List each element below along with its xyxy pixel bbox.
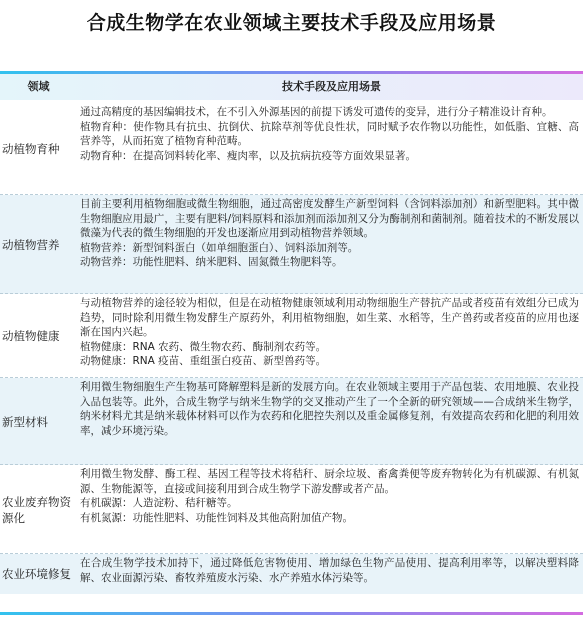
- content-line: 动物育种：在提高饲料转化率、瘦肉率，以及抗病抗疫等方面效果显著。: [80, 149, 416, 162]
- content-line: 利用微生物发酵、酶工程、基因工程等技术将秸秆、厨余垃圾、畜禽粪便等废弃物转化为有机碳源、有机氮源、生物能源等，直接或间接利用到合成生物学下游发酵或者产品。: [80, 468, 579, 495]
- table-header: [0, 74, 583, 100]
- table-row: [0, 465, 583, 554]
- footer-accent-bar: [0, 612, 583, 615]
- row-content: [80, 197, 579, 270]
- content-line: 动物营养：功能性肥料、纳米肥料、固氮微生物肥料等。: [80, 256, 343, 269]
- table-row: [0, 554, 583, 594]
- row-domain: 新型材料: [2, 414, 48, 429]
- content-line: 与动植物营养的途径较为相似，但是在动植物健康领域利用动物细胞生产替抗产品或者疫苗有效组分已成为趋势，同时除利用微生物发酵生产原药外，利用植物细胞，如生菜、水稻等，生产兽药或者疫苗的应用也逐渐在国内兴起。: [80, 297, 579, 339]
- content-line: 在合成生物学技术加持下，通过降低危害物使用、增加绿色生物产品使用、提高利用率等，以解决塑料降解、农业面源污染、畜牧养殖废水污染、水产养殖水体污染等。: [80, 557, 579, 584]
- row-domain: 动植物健康: [2, 329, 60, 343]
- content-line: 动物健康：RNA 疫苗、重组蛋白疫苗、新型兽药等。: [80, 355, 327, 368]
- content-line: 利用微生物细胞生产生物基可降解塑料是新的发展方向。在农业领域主要用于产品包装、农用地膜、农业投入品包装等。此外，合成生物学与纳米生物学的交叉推动产生了一个全新的研究领域——合成纳米生物学，纳米材料尤其是纳米载体材料可以作为农药和化肥控失剂以及重金属修复剂，有效提高农药和化肥的利用效率，减少环境污染。: [80, 381, 579, 437]
- content-line: 通过高精度的基因编辑技术，在不引入外源基因的前提下诱发可遗传的变异，进行分子精准设计育种。: [80, 106, 553, 118]
- row-domain: 动植物育种: [2, 142, 60, 156]
- table-row: [0, 195, 583, 294]
- content-line: 植物健康：RNA 农药、微生物农药、酶制剂农药等。: [80, 340, 327, 353]
- table-row: [0, 378, 583, 465]
- content-line: 目前主要利用植物细胞或微生物细胞，通过高密度发酵生产新型饲料（含饲料添加剂）和新型肥料。其中微生物细胞应用最广，主要有肥料/饲料原料和添加剂而添加剂又分为酶制剂和菌制剂。随着技术的不断发展以微藻为代表的微生物细胞的开发也逐渐应用到动植物营养领域。: [80, 198, 579, 240]
- table-row: [0, 294, 583, 378]
- table-row: [0, 103, 583, 195]
- header-techniques: 技术手段及应用场景: [282, 80, 381, 93]
- content-line: 植物育种：使作物具有抗虫、抗倒伏、抗除草剂等优良性状，同时赋予农作物以功能性，如低脂、宜糖、高营养等，从而拓宽了植物育种范畴。: [80, 120, 579, 148]
- row-domain: 农业环境修复: [2, 567, 71, 581]
- row-domain: 农业废弃物资源化: [2, 494, 71, 525]
- row-content: [80, 467, 579, 525]
- row-content: [80, 296, 579, 369]
- page-title: 合成生物学在农业领域主要技术手段及应用场景: [86, 12, 497, 34]
- row-content: [80, 556, 579, 585]
- row-content: [80, 380, 579, 438]
- content-line: 有机碳源：人造淀粉、秸秆糖等。: [80, 497, 238, 510]
- row-content: [80, 105, 579, 163]
- row-domain: 动植物营养: [2, 237, 60, 252]
- content-line: 植物营养：新型饲料蛋白（如单细胞蛋白）、饲料添加剂等。: [80, 241, 359, 254]
- content-line: 有机氮源：功能性肥料、功能性饲料及其他高附加值产物。: [80, 511, 353, 524]
- header-domain: 领域: [27, 80, 50, 93]
